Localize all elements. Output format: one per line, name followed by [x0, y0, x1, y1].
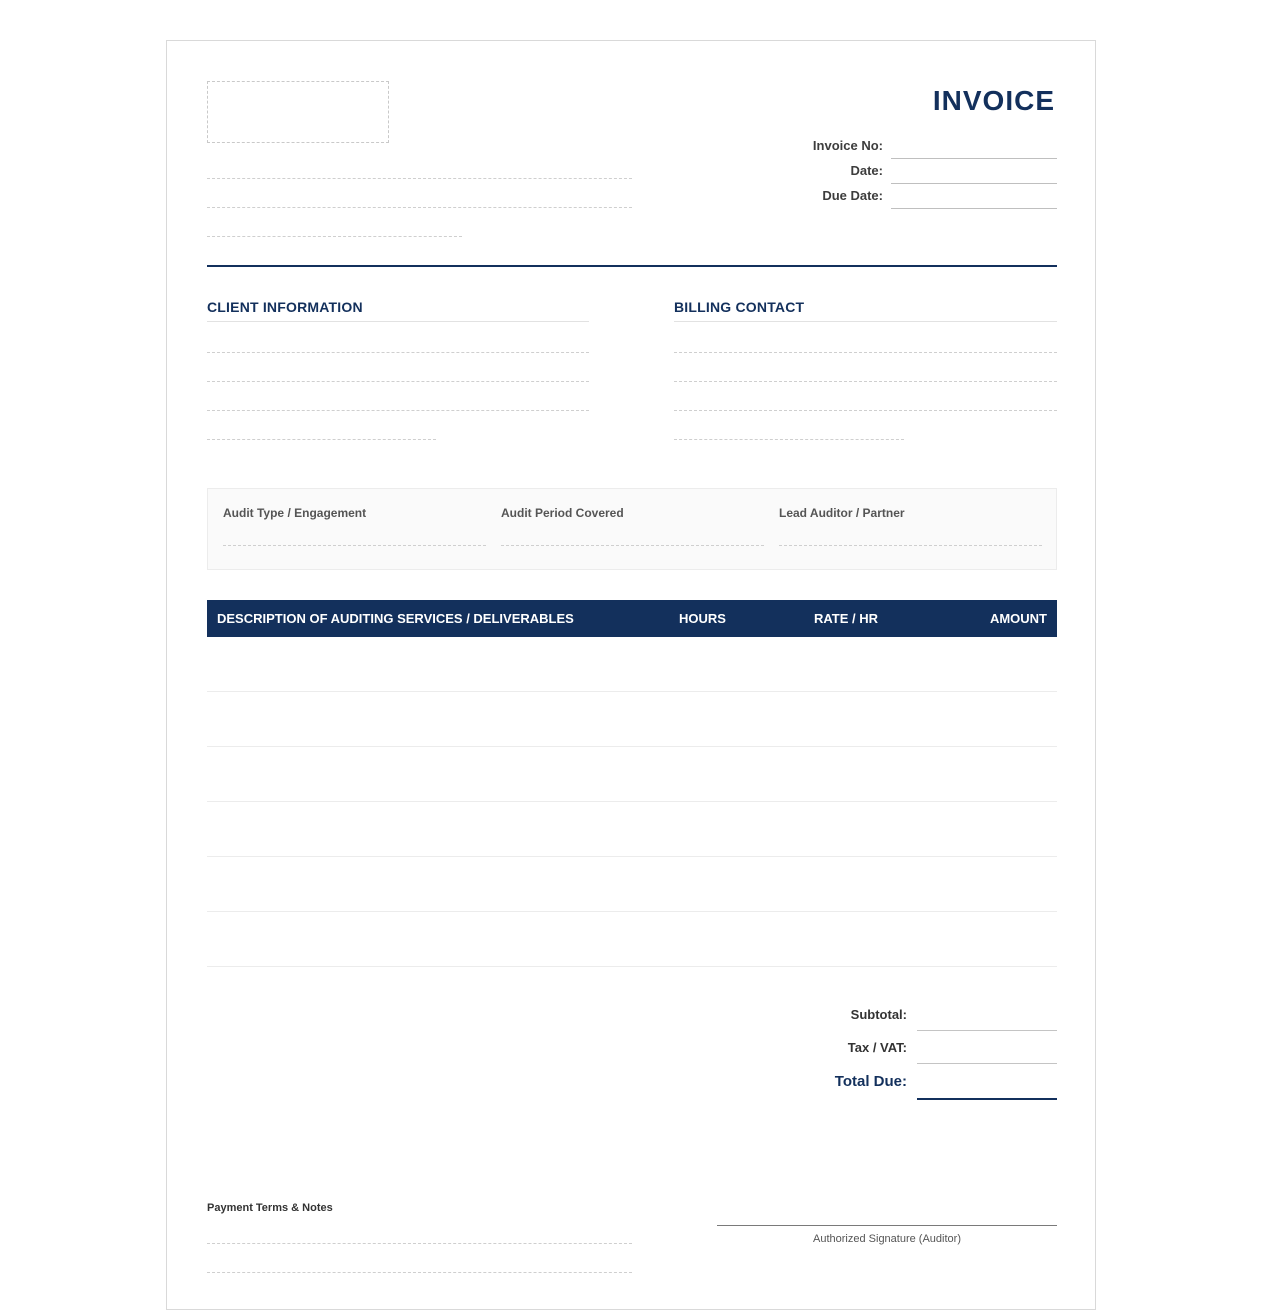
tax-label: Tax / VAT: [847, 1040, 907, 1055]
date-label: Date: [850, 163, 883, 178]
audit-type-field[interactable] [223, 545, 486, 546]
table-row[interactable] [207, 801, 1057, 802]
invoice-title: INVOICE [932, 85, 1055, 116]
billing-contact-title: BILLING CONTACT [674, 299, 805, 315]
signature-label: Authorized Signature (Auditor) [813, 1233, 961, 1245]
lead-auditor-field[interactable] [779, 545, 1042, 546]
total-due-field[interactable] [917, 1098, 1057, 1100]
table-row[interactable] [207, 746, 1057, 747]
company-line-2 [207, 207, 632, 208]
billing-title-underline [674, 321, 1057, 322]
tax-field[interactable] [917, 1063, 1057, 1064]
table-row[interactable] [207, 966, 1057, 967]
table-row[interactable] [207, 691, 1057, 692]
date-field[interactable] [891, 183, 1057, 184]
audit-period-label: Audit Period Covered [501, 506, 624, 520]
col-description: DESCRIPTION OF AUDITING SERVICES / DELIVERABLES [217, 611, 574, 626]
subtotal-field[interactable] [917, 1030, 1057, 1031]
due-date-field[interactable] [891, 208, 1057, 209]
invoice-page [166, 40, 1096, 1310]
notes-line-2[interactable] [207, 1272, 632, 1273]
notes-line-1[interactable] [207, 1243, 632, 1244]
subtotal-label: Subtotal: [850, 1007, 907, 1022]
client-info-title: CLIENT INFORMATION [207, 299, 363, 315]
invoice-no-field[interactable] [891, 158, 1057, 159]
billing-line-1[interactable] [674, 352, 1057, 353]
logo-placeholder [207, 81, 389, 143]
company-line-1 [207, 178, 632, 179]
col-rate: RATE / HR [814, 611, 879, 626]
company-line-3 [207, 236, 462, 237]
total-due-label: Total Due: [834, 1073, 907, 1090]
lead-auditor-label: Lead Auditor / Partner [779, 506, 905, 520]
due-date-label: Due Date: [822, 188, 883, 203]
client-line-1[interactable] [207, 352, 589, 353]
client-line-3[interactable] [207, 410, 589, 411]
audit-type-label: Audit Type / Engagement [223, 506, 367, 520]
invoice-no-label: Invoice No: [812, 138, 883, 153]
table-row[interactable] [207, 911, 1057, 912]
col-hours: HOURS [679, 611, 726, 626]
billing-line-2[interactable] [674, 381, 1057, 382]
col-amount: AMOUNT [989, 611, 1047, 626]
audit-period-field[interactable] [501, 545, 764, 546]
services-table-header [207, 600, 1057, 637]
signature-line[interactable] [717, 1225, 1057, 1226]
payment-terms-title: Payment Terms & Notes [207, 1202, 333, 1214]
header-divider [207, 265, 1057, 267]
billing-line-3[interactable] [674, 410, 1057, 411]
client-title-underline [207, 321, 589, 322]
client-line-4[interactable] [207, 439, 436, 440]
client-line-2[interactable] [207, 381, 589, 382]
table-row[interactable] [207, 856, 1057, 857]
audit-details-box [207, 488, 1057, 570]
billing-line-4[interactable] [674, 439, 904, 440]
